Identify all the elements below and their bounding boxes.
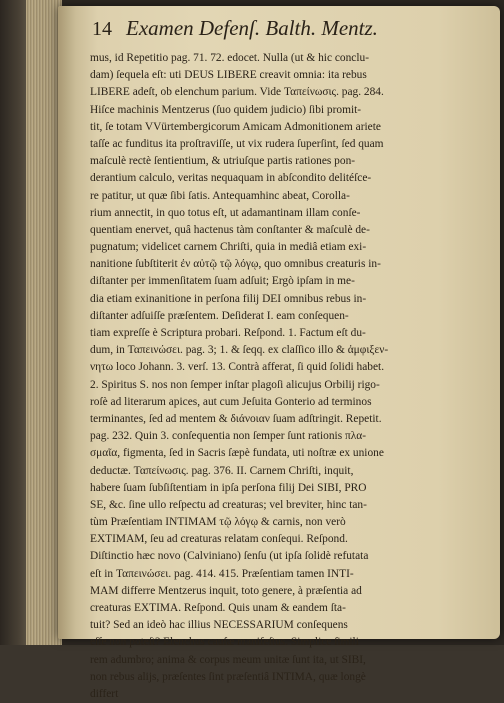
text-line: νητω loco Johann. 3. verſ. 13. Contrà afferat, ſi quid ſolidi habet. (90, 361, 385, 374)
text-line: Diſtinctio hæc novo (Calviniano) ſenſu (ut ipſa ſolidè refutata (90, 550, 369, 563)
text-line: dum, in Ταπεινώσει. pag. 3; 1. & ſeqq. ex claſſico illo & ἀμφιξεν- (90, 344, 389, 357)
text-line: tit, ſe totam VVürtembergicorum Amicam Admonitionem ariete (90, 120, 381, 133)
text-line: deductæ. Ταπείνωσις. pag. 376. II. Carnem Chriſti, inquit, (90, 464, 354, 477)
text-line: dam) ſequela eſt: uti DEUS LIBERE creavit omnia: ita rebus (90, 69, 367, 82)
text-line: diſtanter per immenſitatem ſuam adſuit; Ergò ipſam in me- (90, 275, 355, 288)
text-line: pugnatum; videlicet carnem Chriſti, quia in mediâ etiam exi- (90, 241, 367, 254)
text-line: creaturas EXTIMA. Reſpond. Quis unam & eandem ſta- (90, 602, 346, 614)
text-line: terminantes, ſed ad mentem & διάνοιαν ſuam adſtringit. Repetit. (90, 412, 382, 425)
text-line: SE, &c. ſine ullo reſpectu ad creaturas; vel breviter, hinc tan- (90, 498, 367, 511)
text-line: tiam expreſſe è Scriptura probari. Reſpond. 1. Factum eſt du- (90, 327, 366, 339)
text-line: re patitur, ut quæ ſibi ſatis. Antequamhinc abeat, Corolla- (90, 189, 350, 202)
text-line: differt (90, 687, 119, 700)
text-line: MAM differre Mentzerus inquit, toto genere, à præſentia ad (90, 584, 362, 597)
text-line: LIBERE adeſt, ob elenchum parium. Vide Ταπείνωσις. pag. 284. (90, 86, 384, 99)
running-head: Examen Defenſ. Balth. Mentz. (126, 16, 378, 40)
page-edges (26, 0, 62, 645)
text-line: habere ſuam ſubſiſtentiam in ipſa perſona filij Dei SIBI, PRO (90, 481, 367, 494)
text-line: rem adumbro; anima & corpus meum unitæ ſunt ita, ut SIBI, (90, 653, 366, 666)
text-line: 2. Spiritus S. nos non ſemper inſtar plagoſi alicujus Orbilij rigo- (90, 378, 380, 391)
book-page (58, 6, 500, 700)
text-line: non rebus alijs, præſentes ſint præſentiâ INTIMA, quæ longè (90, 670, 366, 683)
text-line: nanitione ſubſtiterit ἐν αὐτῷ τῷ λόγῳ, quo omnibus creaturis in- (90, 258, 381, 271)
text-line: dia etiam exinanitione in perſona filij DEI omnibus rebus in- (90, 292, 367, 305)
page-header (92, 16, 490, 50)
page-number: 14 (92, 18, 112, 40)
text-line: rium annectit, in quo totus eſt, ut adamantinam illam conſe- (90, 206, 361, 219)
text-line: tuit? Sed an ideò hac illius NECESSARIUM conſequens (90, 619, 348, 632)
text-line: tùm Præſentiam INTIMAM τῷ λόγῳ & carnis, non verò (90, 516, 346, 529)
text-line: diſtanter adſuiſſe præſentem. Deſiderat I. eam conſequen- (90, 309, 349, 322)
text-line: eſſe non poteſt? Elenchus cauſæ manifeſtus. Simplice ſimili (90, 636, 359, 649)
text-line: σμαῖα, figmenta, ſed in Sacris ſæpè fundata, uti noſtræ ex unione (90, 447, 384, 460)
text-line: Hiſce machinis Mentzerus (ſuo quidem judicio) ſibi promit- (90, 103, 362, 116)
text-line: eſt in Ταπεινώσει. pag. 414. 415. Præſentiam tamen INTI- (90, 567, 354, 580)
text-line: derantium calculo, veritas nequaquam in abſcondito delitéſce- (90, 172, 372, 185)
text-line: EXTIMAM, ſeu ad creaturas relatam conſequi. Reſpond. (90, 533, 348, 546)
text-line: mus, id Repetitio pag. 71. 72. edocet. Nulla (ut & hic conclu- (90, 52, 370, 64)
page-content (90, 16, 490, 700)
text-line: pag. 232. Quin 3. conſequentia non ſemper ſunt rationis πλα- (90, 430, 367, 443)
body-text (90, 50, 490, 703)
text-line: quentiam enervet, quâ hactenus tàm conſtanter & maſculè de- (90, 223, 370, 236)
text-line: taſſe ac funditus ita proſtraviſſe, ut vix rudera ſuperſint, ſed quam (90, 137, 384, 150)
text-line: maſculè rectè ſentientium, & utriuſque partis rationes pon- (90, 155, 356, 168)
text-line: roſè ad literarum apices, aut cum Jeſuita Gonterio ad terminos (90, 395, 372, 408)
